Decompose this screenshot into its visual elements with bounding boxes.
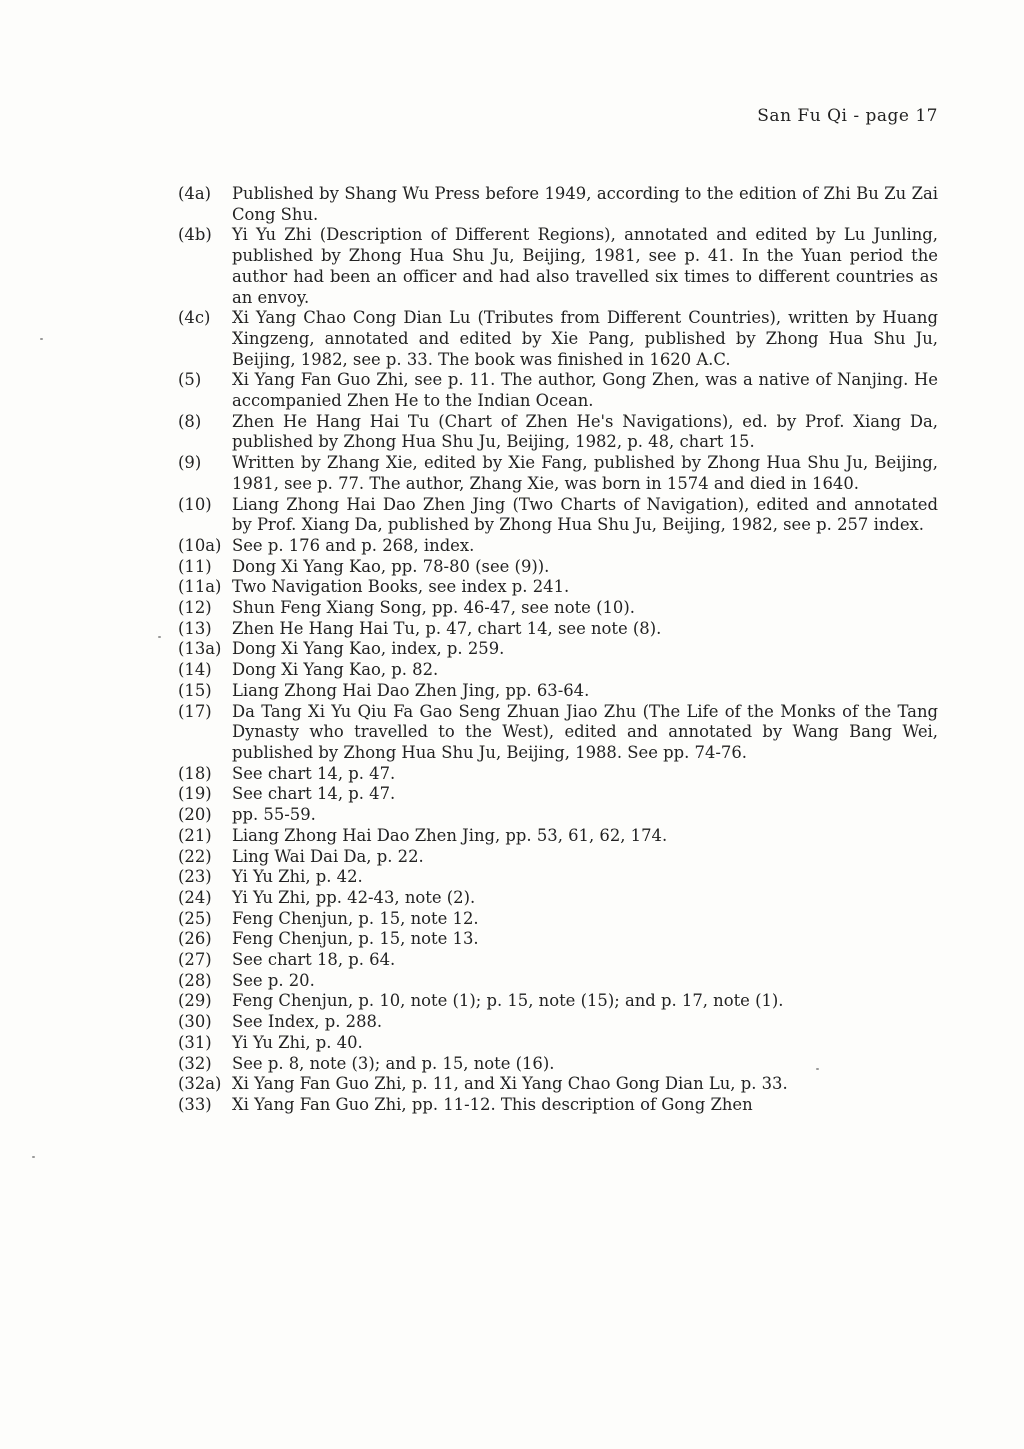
- footnote-text: pp. 55-59.: [232, 805, 316, 825]
- footnote-number: (4c): [178, 308, 211, 328]
- footnote-text: See chart 18, p. 64.: [232, 950, 396, 970]
- footnote-text: Dong Xi Yang Kao, index, p. 259.: [232, 639, 505, 659]
- footnote-number: (8): [178, 411, 202, 431]
- footnote-text: Yi Yu Zhi (Description of Different Regions), annotated and edited by Lu Junling, published by Zhong Hua Shu Ju, Beijing, 1981, see p. 41. In the Yuan period the author had been an officer and had also travelled six times to different countries as an envoy.: [232, 225, 938, 307]
- footnote-text: Dong Xi Yang Kao, pp. 78-80 (see (9)).: [232, 556, 550, 576]
- footnote: [178, 536, 938, 557]
- footnote-number: (26): [178, 929, 212, 949]
- footnote: [178, 950, 938, 971]
- footnote: [178, 660, 938, 681]
- footnote: [178, 909, 938, 930]
- footnote-number: (23): [178, 867, 212, 887]
- footnote: [178, 1054, 938, 1075]
- scan-speck: [816, 1068, 819, 1070]
- footnote: [178, 681, 938, 702]
- footnote: [178, 308, 938, 370]
- footnote: [178, 888, 938, 909]
- footnote: [178, 991, 938, 1012]
- footnote: [178, 805, 938, 826]
- footnote: [178, 971, 938, 992]
- footnote-number: (17): [178, 701, 212, 721]
- footnote-text: Da Tang Xi Yu Qiu Fa Gao Seng Zhuan Jiao Zhu (The Life of the Monks of the Tang Dynasty who travelled to the West), edited and annotated by Wang Bang Wei, published by Zhong Hua Shu Ju, Beijing, 1988. See pp. 74-76.: [232, 701, 938, 762]
- footnote-text: Xi Yang Fan Guo Zhi, pp. 11-12. This description of Gong Zhen: [232, 1094, 753, 1114]
- footnote-number: (19): [178, 784, 212, 804]
- footnote-number: (28): [178, 970, 212, 990]
- footnote-text: Liang Zhong Hai Dao Zhen Jing, pp. 53, 61, 62, 174.: [232, 825, 668, 845]
- footnote-text: Liang Zhong Hai Dao Zhen Jing, pp. 63-64.: [232, 680, 590, 700]
- footnote-text: Feng Chenjun, p. 15, note 12.: [232, 908, 479, 928]
- footnote-number: (31): [178, 1032, 212, 1052]
- footnote: [178, 412, 938, 453]
- footnote: [178, 1033, 938, 1054]
- footnote-text: See chart 14, p. 47.: [232, 763, 396, 783]
- footnote: [178, 1012, 938, 1033]
- footnote-number: (14): [178, 660, 212, 680]
- page-header: San Fu Qi - page 17: [757, 106, 938, 126]
- footnote: [178, 453, 938, 494]
- footnote-text: Yi Yu Zhi, pp. 42-43, note (2).: [232, 887, 476, 907]
- footnote-text: Published by Shang Wu Press before 1949, according to the edition of Zhi Bu Zu Zai Cong Shu.: [232, 184, 938, 224]
- footnote-text: Liang Zhong Hai Dao Zhen Jing (Two Charts of Navigation), edited and annotated by Prof. Xiang Da, published by Zhong Hua Shu Ju, Beijing, 1982, see p. 257 index.: [232, 494, 938, 535]
- footnote: [178, 1095, 938, 1116]
- footnote: [178, 577, 938, 598]
- footnote: [178, 1074, 938, 1095]
- footnote-number: (20): [178, 805, 212, 825]
- footnote-number: (22): [178, 846, 212, 866]
- footnote: [178, 370, 938, 411]
- scan-speck: [32, 1156, 35, 1158]
- footnote-number: (29): [178, 991, 212, 1011]
- footnote: [178, 639, 938, 660]
- footnote: [178, 702, 938, 764]
- footnote-text: Two Navigation Books, see index p. 241.: [232, 577, 570, 597]
- footnote-text: Dong Xi Yang Kao, p. 82.: [232, 660, 439, 680]
- footnote: [178, 929, 938, 950]
- footnote: [178, 847, 938, 868]
- footnote-number: (32): [178, 1053, 212, 1073]
- notes-list: [178, 184, 938, 1116]
- footnote-text: See p. 176 and p. 268, index.: [232, 535, 475, 555]
- footnote-text: Xi Yang Chao Cong Dian Lu (Tributes from Different Countries), written by Huang Xingzeng, annotated and edited by Xie Pang, published by Zhong Hua Shu Ju, Beijing, 1982, see p. 33. The book was finished in 1620 A.C.: [232, 308, 938, 369]
- footnote-number: (5): [178, 370, 202, 390]
- footnote-number: (21): [178, 825, 212, 845]
- footnote-number: (24): [178, 887, 212, 907]
- footnote-number: (4b): [178, 225, 212, 245]
- footnote-text: Xi Yang Fan Guo Zhi, see p. 11. The author, Gong Zhen, was a native of Nanjing. He accompanied Zhen He to the Indian Ocean.: [232, 370, 938, 411]
- footnote-text: Written by Zhang Xie, edited by Xie Fang, published by Zhong Hua Shu Ju, Beijing, 1981, see p. 77. The author, Zhang Xie, was born in 1574 and died in 1640.: [232, 453, 938, 493]
- footnote-number: (13a): [178, 639, 222, 659]
- footnote-text: Feng Chenjun, p. 10, note (1); p. 15, note (15); and p. 17, note (1).: [232, 991, 784, 1011]
- footnote: [178, 867, 938, 888]
- footnote-number: (9): [178, 453, 202, 473]
- footnote-number: (32a): [178, 1074, 222, 1094]
- footnote-number: (30): [178, 1012, 212, 1032]
- footnote-number: (10a): [178, 535, 222, 555]
- footnote: [178, 225, 938, 308]
- footnote: [178, 598, 938, 619]
- footnote-number: (12): [178, 598, 212, 618]
- footnote-number: (18): [178, 763, 212, 783]
- footnote-text: See p. 8, note (3); and p. 15, note (16).: [232, 1053, 555, 1073]
- footnote: [178, 495, 938, 536]
- footnote-text: See Index, p. 288.: [232, 1012, 383, 1032]
- footnote: [178, 619, 938, 640]
- footnote: [178, 826, 938, 847]
- footnote-number: (4a): [178, 184, 211, 203]
- footnote-text: See chart 14, p. 47.: [232, 784, 396, 804]
- footnote-text: Yi Yu Zhi, p. 42.: [232, 867, 363, 887]
- footnote: [178, 764, 938, 785]
- footnote-text: Shun Feng Xiang Song, pp. 46-47, see note (10).: [232, 598, 635, 618]
- footnote-number: (10): [178, 494, 212, 514]
- footnote: [178, 784, 938, 805]
- footnote-text: Xi Yang Fan Guo Zhi, p. 11, and Xi Yang Chao Gong Dian Lu, p. 33.: [232, 1074, 788, 1094]
- scan-speck: [158, 636, 161, 638]
- footnote-text: See p. 20.: [232, 970, 315, 990]
- footnote-number: (25): [178, 908, 212, 928]
- footnote-text: Ling Wai Dai Da, p. 22.: [232, 846, 424, 866]
- footnote-number: (11a): [178, 577, 222, 597]
- footnote-number: (33): [178, 1094, 212, 1114]
- footnote-text: Feng Chenjun, p. 15, note 13.: [232, 929, 479, 949]
- footnote-number: (27): [178, 950, 212, 970]
- footnote-text: Zhen He Hang Hai Tu, p. 47, chart 14, see note (8).: [232, 618, 662, 638]
- footnote-number: (13): [178, 618, 212, 638]
- footnote-text: Yi Yu Zhi, p. 40.: [232, 1032, 363, 1052]
- footnote: [178, 184, 938, 225]
- footnote-number: (11): [178, 556, 212, 576]
- scan-speck: [40, 338, 43, 340]
- footnote-number: (15): [178, 680, 212, 700]
- footnote: [178, 557, 938, 578]
- footnote-text: Zhen He Hang Hai Tu (Chart of Zhen He's Navigations), ed. by Prof. Xiang Da, published by Zhong Hua Shu Ju, Beijing, 1982, p. 48, chart 15.: [232, 411, 938, 452]
